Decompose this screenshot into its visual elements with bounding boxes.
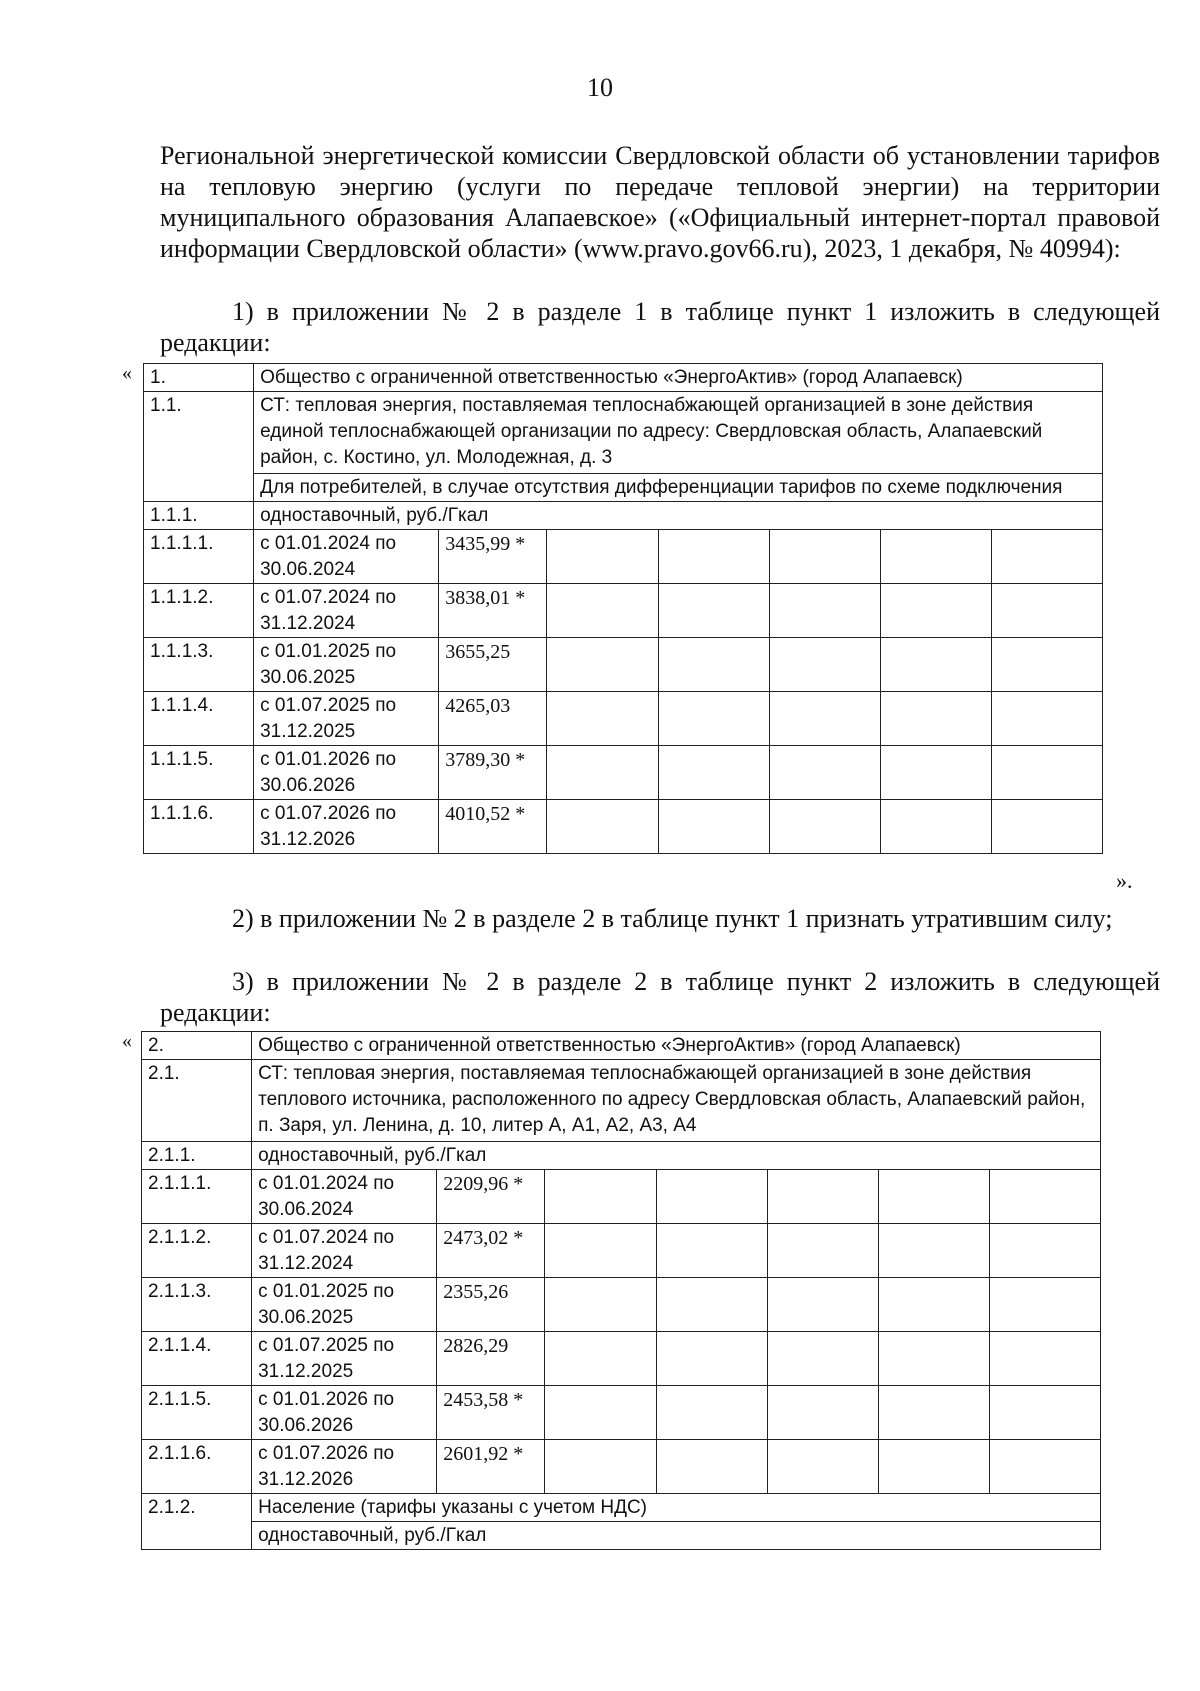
empty-cell bbox=[989, 1170, 1100, 1224]
empty-cell bbox=[658, 530, 769, 584]
row-number: 1.1.1.5. bbox=[144, 746, 254, 800]
row-number: 1.1.1.3. bbox=[144, 638, 254, 692]
empty-cell bbox=[991, 800, 1102, 854]
population-description: Население (тарифы указаны с учетом НДС) bbox=[252, 1494, 1101, 1522]
table-row bbox=[142, 1386, 1101, 1440]
empty-cell bbox=[547, 638, 658, 692]
tariff-value: 4265,03 bbox=[439, 692, 547, 746]
empty-cell bbox=[767, 1440, 878, 1494]
empty-cell bbox=[545, 1332, 656, 1386]
table-row bbox=[142, 1224, 1101, 1278]
empty-cell bbox=[880, 800, 991, 854]
empty-cell bbox=[880, 692, 991, 746]
row-number: 2.1.1.2. bbox=[142, 1224, 252, 1278]
tariff-value: 2473,02 * bbox=[437, 1224, 545, 1278]
tariff-period: с 01.01.2024 по 30.06.2024 bbox=[252, 1170, 437, 1224]
empty-cell bbox=[656, 1440, 767, 1494]
empty-cell bbox=[547, 584, 658, 638]
empty-cell bbox=[767, 1170, 878, 1224]
row-number: 2.1.2. bbox=[142, 1494, 252, 1550]
row-number: 1. bbox=[144, 364, 254, 392]
row-number: 2.1.1. bbox=[142, 1142, 252, 1170]
table-row bbox=[144, 800, 1103, 854]
table-row bbox=[142, 1522, 1101, 1550]
row-number: 1.1.1.4. bbox=[144, 692, 254, 746]
empty-cell bbox=[989, 1440, 1100, 1494]
table-row bbox=[142, 1060, 1101, 1142]
tariff-value: 2453,58 * bbox=[437, 1386, 545, 1440]
empty-cell bbox=[880, 584, 991, 638]
row-number: 2.1.1.3. bbox=[142, 1278, 252, 1332]
table-row bbox=[144, 502, 1103, 530]
organization-name: Общество с ограниченной ответственностью «ЭнергоАктив» (город Алапаевск) bbox=[252, 1032, 1101, 1060]
empty-cell bbox=[545, 1224, 656, 1278]
tariff-value: 2209,96 * bbox=[437, 1170, 545, 1224]
empty-cell bbox=[878, 1224, 989, 1278]
tariff-table-1 bbox=[143, 363, 1103, 854]
tariff-period: с 01.01.2024 по 30.06.2024 bbox=[254, 530, 439, 584]
empty-cell bbox=[878, 1332, 989, 1386]
empty-cell bbox=[880, 746, 991, 800]
rate-type: одноставочный, руб./Гкал bbox=[252, 1142, 1101, 1170]
empty-cell bbox=[769, 800, 880, 854]
empty-cell bbox=[658, 746, 769, 800]
row-number: 2.1. bbox=[142, 1060, 252, 1142]
tariff-period: с 01.01.2026 по 30.06.2026 bbox=[252, 1386, 437, 1440]
tariff-value: 3789,30 * bbox=[439, 746, 547, 800]
row-number: 2.1.1.4. bbox=[142, 1332, 252, 1386]
table-row bbox=[144, 474, 1103, 502]
empty-cell bbox=[991, 692, 1102, 746]
empty-cell bbox=[545, 1440, 656, 1494]
row-number: 2.1.1.5. bbox=[142, 1386, 252, 1440]
page-number: 10 bbox=[587, 73, 613, 102]
table-row bbox=[142, 1494, 1101, 1522]
item-3-paragraph: 3) в приложении № 2 в разделе 2 в таблице пункт 2 изложить в следующей редакции: bbox=[160, 967, 1160, 1027]
table-row bbox=[142, 1440, 1101, 1494]
empty-cell bbox=[989, 1224, 1100, 1278]
tariff-period: с 01.01.2026 по 30.06.2026 bbox=[254, 746, 439, 800]
empty-cell bbox=[880, 638, 991, 692]
empty-cell bbox=[545, 1386, 656, 1440]
row-number: 2.1.1.1. bbox=[142, 1170, 252, 1224]
tariff-period: с 01.07.2024 по 31.12.2024 bbox=[254, 584, 439, 638]
empty-cell bbox=[547, 800, 658, 854]
table-row bbox=[142, 1170, 1101, 1224]
table-row bbox=[144, 746, 1103, 800]
empty-cell bbox=[880, 530, 991, 584]
table-row bbox=[144, 638, 1103, 692]
tariff-value: 2826,29 bbox=[437, 1332, 545, 1386]
table-row bbox=[142, 1142, 1101, 1170]
empty-cell bbox=[991, 530, 1102, 584]
table-row bbox=[142, 1032, 1101, 1060]
empty-cell bbox=[767, 1278, 878, 1332]
tariff-value: 3655,25 bbox=[439, 638, 547, 692]
row-number: 2. bbox=[142, 1032, 252, 1060]
tariff-value: 4010,52 * bbox=[439, 800, 547, 854]
table-row bbox=[144, 364, 1103, 392]
empty-cell bbox=[767, 1386, 878, 1440]
empty-cell bbox=[658, 692, 769, 746]
empty-cell bbox=[989, 1278, 1100, 1332]
empty-cell bbox=[878, 1386, 989, 1440]
tariff-table-2 bbox=[141, 1031, 1101, 1550]
empty-cell bbox=[656, 1278, 767, 1332]
organization-name: Общество с ограниченной ответственностью «ЭнергоАктив» (город Алапаевск) bbox=[254, 364, 1103, 392]
tariff-value: 2355,26 bbox=[437, 1278, 545, 1332]
tariff-period: с 01.07.2026 по 31.12.2026 bbox=[254, 800, 439, 854]
row-number: 1.1.1.6. bbox=[144, 800, 254, 854]
tariff-period: с 01.07.2026 по 31.12.2026 bbox=[252, 1440, 437, 1494]
tariff-value: 3435,99 * bbox=[439, 530, 547, 584]
rate-type: одноставочный, руб./Гкал bbox=[252, 1522, 1101, 1550]
empty-cell bbox=[991, 746, 1102, 800]
table-row bbox=[144, 392, 1103, 474]
table1-open-quote: « bbox=[122, 362, 132, 384]
empty-cell bbox=[769, 638, 880, 692]
service-description: СТ: тепловая энергия, поставляемая теплоснабжающей организацией в зоне действия теплового источника, расположенного по адресу Свердловская область, Алапаевский район, п. Заря, ул. Ленина, д. 10, литер А, А1, А2, А3, А4 bbox=[252, 1060, 1101, 1142]
row-number: 1.1.1.1. bbox=[144, 530, 254, 584]
empty-cell bbox=[769, 692, 880, 746]
row-number: 1.1.1. bbox=[144, 502, 254, 530]
empty-cell bbox=[547, 746, 658, 800]
empty-cell bbox=[991, 638, 1102, 692]
empty-cell bbox=[656, 1386, 767, 1440]
empty-cell bbox=[767, 1332, 878, 1386]
consumers-description: Для потребителей, в случае отсутствия дифференциации тарифов по схеме подключения bbox=[254, 474, 1103, 502]
row-number: 1.1. bbox=[144, 392, 254, 502]
table-row bbox=[142, 1332, 1101, 1386]
empty-cell bbox=[545, 1278, 656, 1332]
tariff-period: с 01.01.2025 по 30.06.2025 bbox=[254, 638, 439, 692]
empty-cell bbox=[769, 530, 880, 584]
empty-cell bbox=[547, 530, 658, 584]
empty-cell bbox=[767, 1224, 878, 1278]
table-row bbox=[144, 584, 1103, 638]
table-row bbox=[144, 530, 1103, 584]
item-2-paragraph: 2) в приложении № 2 в разделе 2 в таблице пункт 1 признать утратившим силу; bbox=[232, 904, 1113, 933]
row-number: 1.1.1.2. bbox=[144, 584, 254, 638]
tariff-value: 3838,01 * bbox=[439, 584, 547, 638]
empty-cell bbox=[991, 584, 1102, 638]
table-row bbox=[144, 692, 1103, 746]
row-number: 2.1.1.6. bbox=[142, 1440, 252, 1494]
empty-cell bbox=[989, 1332, 1100, 1386]
intro-paragraph: Региональной энергетической комиссии Свердловской области об установлении тарифов на тепловую энергию (услуги по передаче тепловой энергии) на территории муниципального образования Алапаевское» («Официальный интернет-портал правовой информации Свердловской области» (www.pravo.gov66.ru), 2023, 1 декабря, № 40994): bbox=[160, 141, 1160, 263]
rate-type: одноставочный, руб./Гкал bbox=[254, 502, 1103, 530]
table1-close-quote: ». bbox=[1116, 868, 1133, 893]
item-1-paragraph: 1) в приложении № 2 в разделе 1 в таблице пункт 1 изложить в следующей редакции: bbox=[160, 297, 1160, 357]
empty-cell bbox=[769, 584, 880, 638]
empty-cell bbox=[545, 1170, 656, 1224]
table2-open-quote: « bbox=[122, 1030, 132, 1052]
tariff-period: с 01.01.2025 по 30.06.2025 bbox=[252, 1278, 437, 1332]
empty-cell bbox=[658, 584, 769, 638]
empty-cell bbox=[658, 800, 769, 854]
empty-cell bbox=[878, 1278, 989, 1332]
empty-cell bbox=[656, 1332, 767, 1386]
tariff-period: с 01.07.2025 по 31.12.2025 bbox=[254, 692, 439, 746]
empty-cell bbox=[656, 1170, 767, 1224]
tariff-period: с 01.07.2025 по 31.12.2025 bbox=[252, 1332, 437, 1386]
empty-cell bbox=[878, 1440, 989, 1494]
empty-cell bbox=[878, 1170, 989, 1224]
empty-cell bbox=[769, 746, 880, 800]
empty-cell bbox=[658, 638, 769, 692]
service-description: СТ: тепловая энергия, поставляемая теплоснабжающей организацией в зоне действия единой теплоснабжающей организации по адресу: Свердловская область, Алапаевский район, с. Костино, ул. Молодежная, д. 3 bbox=[254, 392, 1103, 474]
empty-cell bbox=[989, 1386, 1100, 1440]
table-row bbox=[142, 1278, 1101, 1332]
empty-cell bbox=[656, 1224, 767, 1278]
tariff-period: с 01.07.2024 по 31.12.2024 bbox=[252, 1224, 437, 1278]
tariff-value: 2601,92 * bbox=[437, 1440, 545, 1494]
empty-cell bbox=[547, 692, 658, 746]
